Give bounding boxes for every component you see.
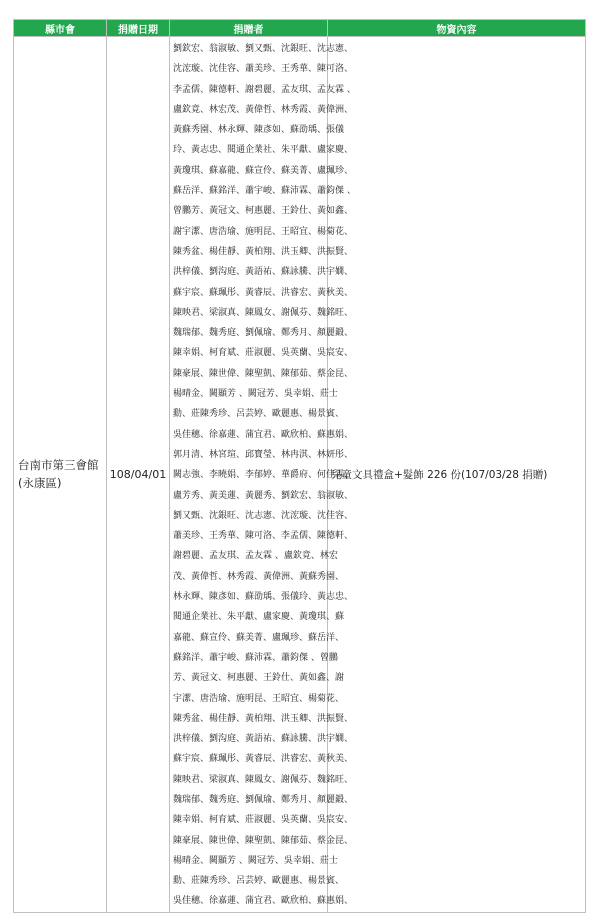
- donor-line: 黃蘇秀園、林永輝、陳彥如、蘇劭瑀、張儀: [173, 125, 345, 136]
- donor-line: 陳映君、梁淑真、陳鳳女、謝佩芬、魏銘旺、: [173, 307, 354, 318]
- cell-date: 108/04/01: [107, 37, 170, 913]
- donor-line: 沈浤璇、沈佳容、蕭美珍、王秀華、陳可洛、: [173, 64, 354, 75]
- cell-items: 兒童文具禮盒+髮飾 226 份(107/03/28 捐贈): [328, 37, 586, 913]
- donor-line: 蘇宇宸、蘇珮彤、黃睿辰、洪睿宏、黃秋美、: [173, 754, 354, 765]
- donor-line: 蘇岳洋、蘇銘洋、蕭宇峻、蘇沛霖、蕭鈞傑 、: [173, 186, 356, 197]
- donor-line: 陳幸娟、柯育斌、莊淑麗、吳英蘭、吳宸安、: [173, 815, 354, 826]
- donor-line: 林永輝、陳彥如、蘇劭瑀、張儀玲、黃志忠、: [173, 592, 354, 603]
- donor-line: 嘉龍、蘇宣伶、蘇美菁、盧珮珍、蘇岳洋、: [173, 632, 345, 643]
- cell-donors: [170, 37, 356, 913]
- donor-line: 洪梓儀、劉沟庭、黃語祐、蘇詠騰、洪宇嫺、: [173, 734, 354, 745]
- header-county: 縣市會: [14, 20, 107, 37]
- donor-line: 劉欽宏、翁淑敏、劉又甄、沈銀旺、沈志憲、: [173, 44, 354, 54]
- donor-line: 李孟儒、陳德軒、謝碧麗、孟友琪、孟友霖 、: [173, 84, 356, 95]
- header-items: 物資內容: [328, 20, 586, 37]
- donor-line: 曾鵬芳、黃冠文、柯惠麗、王鈴仕、黃如鑫、: [173, 206, 354, 217]
- donor-line: 郭月清、林宮瑄、邱寶瑩、林冉淇、林妍彤、: [173, 449, 354, 460]
- donor-line: 楊晴金、闕顯芳 、闕冠芳、吳幸娟、莊士: [173, 855, 338, 866]
- header-date: 捐贈日期: [107, 20, 170, 37]
- cell-county: 台南市第三會館(永康區): [14, 37, 107, 913]
- donor-line: 蘇銘洋、蕭宇峻、蘇沛霖、蕭鈞傑 、曾鵬: [173, 652, 338, 663]
- donation-table: [13, 19, 586, 913]
- donor-line: 閱通企業社、朱平獻、盧家慶、黃瓊琪、蘇: [173, 612, 345, 623]
- donor-line: 陳秀盆、楊佳靜、黃柏翔、洪玉卿、洪振賢、: [173, 246, 354, 257]
- donor-line: 陳映君、梁淑真、陳鳳女、謝佩芬、魏銘旺、: [173, 774, 354, 785]
- donor-line: 魏瑞郁、魏秀庭、劉佩瑜、鄭秀月、顏麗鍛、: [173, 328, 354, 339]
- donor-line: 蕭美珍、王秀華、陳可洛、李孟儒、陳德軒、: [173, 531, 354, 542]
- donor-line: 魏瑞郁、魏秀庭、劉佩瑜、鄭秀月、顏麗鍛、: [173, 794, 354, 805]
- donor-line: 盧欽竟、林宏茂、黃偉哲、林秀霞、黃偉洲、: [173, 104, 354, 115]
- donor-line: 宇潔、唐浩瑜、施明昆、王昭宜、楊菊花、: [173, 693, 345, 704]
- donor-line: 陳豪展、陳世偉、陳聖凱、陳郁茹、蔡金昆、: [173, 835, 354, 846]
- donor-line: 茂、黃偉哲、林秀霞、黃偉洲、黃蘇秀園、: [173, 571, 345, 582]
- donor-line: 陳秀盆、楊佳靜、黃柏翔、洪玉卿、洪振賢、: [173, 713, 354, 724]
- donor-line: 黃瓊琪、蘇嘉龍、蘇宣伶、蘇美菁、盧珮珍、: [173, 165, 354, 176]
- donor-line: 芳、黃冠文、柯惠麗、王鈴仕、黃如鑫、謝: [173, 673, 345, 684]
- donor-line: 盧芳秀、黃美蓮、黃麗秀、劉欽宏、翁淑敏、: [173, 490, 354, 501]
- donor-line: 陳幸娟、柯育斌、莊淑麗、吳英蘭、吳宸安、: [173, 348, 354, 359]
- donor-line: 謝宇潔、唐浩瑜、施明昆、王昭宜、楊菊花、: [173, 226, 354, 237]
- donor-line: 蘇宇宸、蘇珮彤、黃睿辰、洪睿宏、黃秋美、: [173, 287, 354, 298]
- donor-line: 勳、莊陳秀珍、呂芸婷、歐麗惠、楊景賓、: [173, 876, 345, 887]
- table-header-row: [14, 20, 586, 37]
- donor-line: 吳佳穗、徐嘉蓮、蒲宜君、歐欣柏、蘇惠娟、: [173, 429, 354, 440]
- header-donor: 捐贈者: [170, 20, 328, 37]
- donor-line: 謝碧麗、孟友琪、孟友霖 、盧欽竟、林宏: [173, 551, 338, 562]
- donor-line: 勳、莊陳秀珍、呂芸婷、歐麗惠、楊景賓、: [173, 409, 345, 420]
- donor-line: 洪梓儀、劉沟庭、黃語祐、蘇詠騰、洪宇嫺、: [173, 267, 354, 278]
- donor-line: 闕志強、李曉娟、李郁婷、華爵府、何佳霖、: [173, 470, 354, 481]
- donor-line: 吳佳穗、徐嘉蓮、蒲宜君、歐欣柏、蘇惠娟、: [173, 896, 354, 907]
- donor-line: 楊晴金、闕顯芳 、闕冠芳、吳幸娟、莊士: [173, 389, 338, 400]
- donor-line: 劉又甄、沈銀旺、沈志憲、沈浤璇、沈佳容、: [173, 510, 354, 521]
- donor-line: 玲、黃志忠、閱通企業社、朱平獻、盧家慶、: [173, 145, 354, 156]
- table-row: [14, 37, 586, 913]
- donor-line: 陳豪展、陳世偉、陳聖凱、陳郁茹、蔡金昆、: [173, 368, 354, 379]
- donor-list: [173, 39, 356, 912]
